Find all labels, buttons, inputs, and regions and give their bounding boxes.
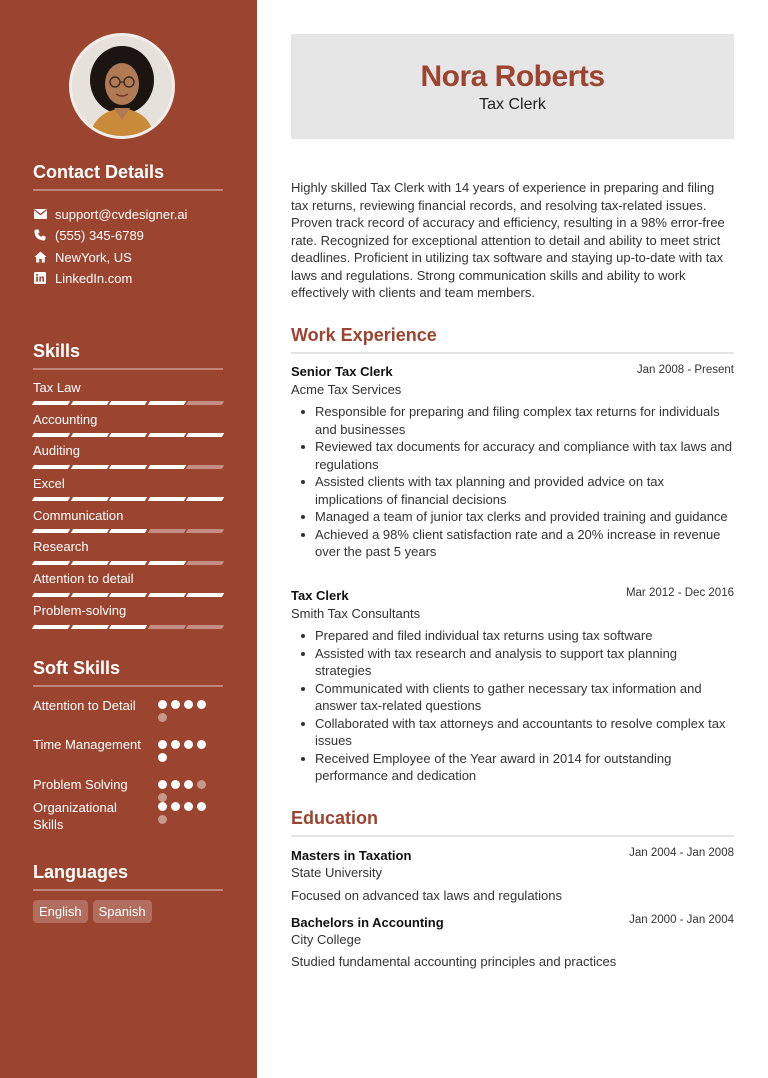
- education-heading: Education: [291, 808, 379, 828]
- rating-dot: [171, 740, 180, 749]
- soft-skill-label: Attention to Detail: [33, 698, 136, 713]
- skill-bar-segment: [186, 401, 224, 405]
- skill-bar: [33, 497, 223, 501]
- candidate-title: Tax Clerk: [479, 96, 546, 113]
- skill-label: Attention to detail: [33, 571, 134, 586]
- skill-label: Auditing: [33, 443, 80, 458]
- skill-bar-segment: [148, 593, 186, 597]
- job-bullet: Collaborated with tax attorneys and accountants to resolve complex tax issues: [291, 715, 734, 750]
- skill-bar-segment: [70, 561, 108, 565]
- degree-title: Masters in Taxation: [291, 848, 412, 863]
- job-bullet: Received Employee of the Year award in 2014 for outstanding performance and dedication: [291, 750, 734, 785]
- work-experience-divider: [291, 352, 734, 354]
- avatar: [69, 33, 175, 139]
- job-bullet: Managed a team of junior tax clerks and provided training and guidance: [291, 508, 734, 526]
- contact-location: [33, 248, 132, 266]
- languages-heading: Languages: [33, 862, 129, 882]
- rating-dot: [184, 740, 193, 749]
- sidebar: [0, 0, 257, 1078]
- skill-bar-segment: [186, 529, 224, 533]
- skill-bar-segment: [186, 465, 224, 469]
- skill-bar-segment: [148, 433, 186, 437]
- contact-email-text: support@cvdesigner.ai: [55, 206, 188, 222]
- skill-bar-segment: [70, 433, 108, 437]
- skill-bar-segment: [70, 401, 108, 405]
- skill-bar-segment: [148, 465, 186, 469]
- rating-dot: [197, 740, 206, 749]
- soft-skills-heading: Soft Skills: [33, 658, 121, 678]
- skill-label: Problem-solving: [33, 603, 127, 618]
- home-icon: [33, 250, 47, 264]
- job-bullet: Responsible for preparing and filing complex tax returns for individuals and businesses: [291, 403, 734, 438]
- skill-bar-segment: [32, 593, 70, 597]
- skill-bar-segment: [186, 433, 224, 437]
- degree-description: Studied fundamental accounting principles and practices: [291, 954, 617, 969]
- skill-label: Communication: [33, 508, 124, 523]
- skill-bar-segment: [148, 497, 186, 501]
- skill-bar-segment: [109, 625, 147, 629]
- rating-dot: [158, 780, 167, 789]
- work-experience-heading: Work Experience: [291, 325, 437, 345]
- job-bullet: Achieved a 98% client satisfaction rate and a 20% increase in revenue over the past 5 years: [291, 526, 734, 561]
- skill-bar-segment: [70, 625, 108, 629]
- skill-bar: [33, 433, 223, 437]
- rating-dot: [197, 802, 206, 811]
- job-company: Acme Tax Services: [291, 382, 402, 397]
- skill-bar-segment: [32, 561, 70, 565]
- job-bullet: Assisted with tax research and analysis to support tax planning strategies: [291, 645, 734, 680]
- soft-skill-dots: [158, 802, 218, 824]
- skill-bar: [33, 625, 223, 629]
- rating-dot: [197, 700, 206, 709]
- skill-bar-segment: [148, 625, 186, 629]
- language-tag: Spanish: [93, 900, 152, 923]
- degree-description: Focused on advanced tax laws and regulations: [291, 888, 563, 903]
- phone-icon: [33, 228, 47, 242]
- skill-bar: [33, 465, 223, 469]
- soft-skill-label: Problem Solving: [33, 777, 128, 792]
- soft-skill-label: Organizational Skills: [33, 800, 117, 832]
- portrait-image: [72, 36, 172, 136]
- skill-bar-segment: [148, 401, 186, 405]
- skills-heading: Skills: [33, 341, 81, 361]
- rating-dot: [158, 753, 167, 762]
- rating-dot: [158, 815, 167, 824]
- rating-dot: [171, 780, 180, 789]
- skill-bar-segment: [186, 561, 224, 565]
- rating-dot: [184, 700, 193, 709]
- skill-bar-segment: [109, 593, 147, 597]
- rating-dot: [171, 700, 180, 709]
- language-tags: [33, 900, 152, 923]
- job-bullet: Prepared and filed individual tax returns using tax software: [291, 627, 734, 645]
- contact-location-text: NewYork, US: [55, 249, 132, 265]
- linkedin-icon: [33, 271, 47, 285]
- profile-summary: Highly skilled Tax Clerk with 14 years of experience in preparing and filing tax returns, reviewing financial records, and resolving tax-related issues. Proven track record of accuracy and efficiency, resulting in a 98% error-free rate. Recognized for exceptional attention to detail and ability to meet strict deadlines. Proficient in utilizing tax software and staying up-to-date with tax laws and regulations. Strong communication skills and ability to work effectively with clients and team members.: [291, 180, 725, 300]
- rating-dot: [184, 802, 193, 811]
- skill-bar-segment: [70, 465, 108, 469]
- degree-title: Bachelors in Accounting: [291, 915, 444, 930]
- skill-label: Tax Law: [33, 380, 81, 395]
- skill-bar-segment: [32, 497, 70, 501]
- skill-bar-segment: [186, 625, 224, 629]
- skill-bar: [33, 529, 223, 533]
- skill-bar-segment: [148, 561, 186, 565]
- skill-bar-segment: [109, 561, 147, 565]
- rating-dot: [158, 802, 167, 811]
- contact-divider: [33, 189, 223, 191]
- contact-phone[interactable]: [33, 226, 144, 244]
- skill-bar-segment: [32, 401, 70, 405]
- skill-bar-segment: [32, 465, 70, 469]
- candidate-name: Nora Roberts: [420, 60, 605, 93]
- skill-bar-segment: [109, 433, 147, 437]
- job-bullet: Reviewed tax documents for accuracy and compliance with tax laws and regulations: [291, 438, 734, 473]
- skill-bar: [33, 401, 223, 405]
- skill-bar-segment: [32, 625, 70, 629]
- skill-label: Research: [33, 539, 89, 554]
- job-bullets: [291, 627, 734, 785]
- skill-bar-segment: [148, 529, 186, 533]
- soft-skill-dots: [158, 700, 218, 722]
- skill-bar-segment: [70, 497, 108, 501]
- soft-skill-dots: [158, 740, 218, 762]
- skill-bar-segment: [32, 433, 70, 437]
- name-header: [291, 34, 734, 139]
- job-company: Smith Tax Consultants: [291, 606, 421, 621]
- soft-skill-label: Time Management: [33, 737, 141, 752]
- job-dates: Jan 2008 - Present: [636, 364, 734, 376]
- soft-skills-divider: [33, 685, 223, 687]
- job-title: Tax Clerk: [291, 588, 349, 603]
- language-tag: English: [33, 900, 88, 923]
- skill-label: Excel: [33, 476, 65, 491]
- degree-dates: Jan 2000 - Jan 2004: [629, 914, 734, 926]
- rating-dot: [158, 713, 167, 722]
- rating-dot: [184, 780, 193, 789]
- skill-bar-segment: [109, 401, 147, 405]
- skill-bar-segment: [109, 465, 147, 469]
- rating-dot: [158, 793, 167, 802]
- skill-bar-segment: [70, 593, 108, 597]
- skill-bar-segment: [70, 529, 108, 533]
- envelope-icon: [33, 207, 47, 221]
- contact-email[interactable]: [33, 205, 187, 223]
- skills-divider: [33, 368, 223, 370]
- skill-bar-segment: [109, 497, 147, 501]
- rating-dot: [171, 802, 180, 811]
- school-name: State University: [291, 865, 383, 880]
- contact-phone-text: (555) 345-6789: [55, 227, 144, 243]
- contact-linkedin[interactable]: [33, 269, 132, 287]
- skill-bar: [33, 593, 223, 597]
- rating-dot: [158, 700, 167, 709]
- rating-dot: [158, 740, 167, 749]
- job-bullets: [291, 403, 734, 561]
- education-divider: [291, 835, 734, 837]
- skill-bar: [33, 561, 223, 565]
- rating-dot: [197, 780, 206, 789]
- contact-heading: Contact Details: [33, 162, 165, 182]
- skill-bar-segment: [32, 529, 70, 533]
- skill-bar-segment: [186, 497, 224, 501]
- degree-dates: Jan 2004 - Jan 2008: [629, 847, 734, 859]
- job-dates: Mar 2012 - Dec 2016: [625, 587, 734, 599]
- school-name: City College: [291, 932, 362, 947]
- soft-skill-dots: [158, 780, 218, 802]
- skill-label: Accounting: [33, 412, 98, 427]
- contact-linkedin-text: LinkedIn.com: [55, 270, 133, 286]
- job-title: Senior Tax Clerk: [291, 364, 393, 379]
- languages-divider: [33, 889, 223, 891]
- job-bullet: Communicated with clients to gather necessary tax information and answer tax-related questions: [291, 680, 734, 715]
- job-bullet: Assisted clients with tax planning and provided advice on tax implications of financial decisions: [291, 473, 734, 508]
- skill-bar-segment: [109, 529, 147, 533]
- skill-bar-segment: [186, 593, 224, 597]
